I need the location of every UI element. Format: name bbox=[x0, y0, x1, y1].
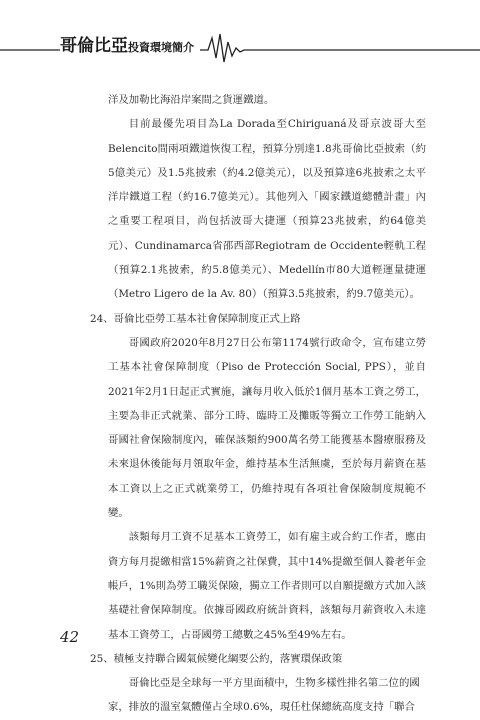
section-heading-24: 24、哥倫比亞勞工基本社會保障制度正式上路 bbox=[90, 312, 301, 325]
section-heading-25: 25、積極支持聯合國氣候變化綱要公約，落實環保政策 bbox=[90, 652, 343, 665]
paragraph: 哥國政府2020年8月27日公布第1174號行政命令，宣布建立勞工基本社會保障制度（Piso de Protección Social, PPS），並自2021年2月1日起正式實施，讓每月收入低於1個月基本工資之勞工，主要為非正式就業、部分工時、臨時工及攤販等獨立工作勞工能納入哥國社會保險制度內，確保該類約900萬名勞工能獲基本醫療服務及未來退休後能每月領取年金，維持基本生活無虞，至於每月薪資在基本工資以上之正式就業勞工，仍維持現有各項社會保險制度規範不變。 bbox=[108, 336, 426, 520]
header-title-sub: 投資環境簡介 bbox=[128, 41, 194, 54]
page-number: 42 bbox=[60, 628, 80, 646]
header-title-main: 哥倫比亞 bbox=[60, 36, 128, 56]
body-text bbox=[90, 88, 426, 720]
paragraph: 該類每月工資不足基本工資勞工，如有雇主或合約工作者，應由資方每月提繳相當15%薪資之社保費，其中14%提繳至個人養老年金帳戶，1%則為勞工職災保險，獨立工作者則可以自願提繳方式加入該基礎社會保障制度。依據哥國政府統計資料，該類每月薪資收入未達基本工資勞工，占哥國勞工總數之45%至49%左右。 bbox=[108, 531, 426, 641]
page-header bbox=[0, 0, 480, 70]
paragraph: 哥倫比亞是全球每一平方里面積中，生物多樣性排名第二位的國家，排放的溫室氣體僅占全球0.6%，現任杜保總統高度支持「聯合 bbox=[108, 677, 420, 714]
header-title bbox=[60, 36, 200, 58]
paragraph: 目前最優先項目為La Dorada至Chiriguaná及哥京波哥大至Belencito間兩項鐵道恢復工程，預算分別達1.8兆哥倫比亞披索（約5億美元）及1.5兆披索（約4.2億美元），以及預算達6兆披索之太平洋岸鐵道工程（約16.7億美元）。其他列入「國家鐵道總體計畫」內之重要工程項目，尚包括波哥大捷運（預算23兆披索，約64億美元）、Cundinamarca省邵西部Regiotram de Occidente輕軌工程（預算2.1兆披索，約5.8億美元）、Medellín市80大道輕運量捷運（Metro Ligero de la Av. 80）（預算3.5兆披索，約9.7億美元）。 bbox=[108, 118, 426, 301]
paragraph: 洋及加勒比海沿岸案間之貨運鐵道。 bbox=[108, 94, 275, 106]
